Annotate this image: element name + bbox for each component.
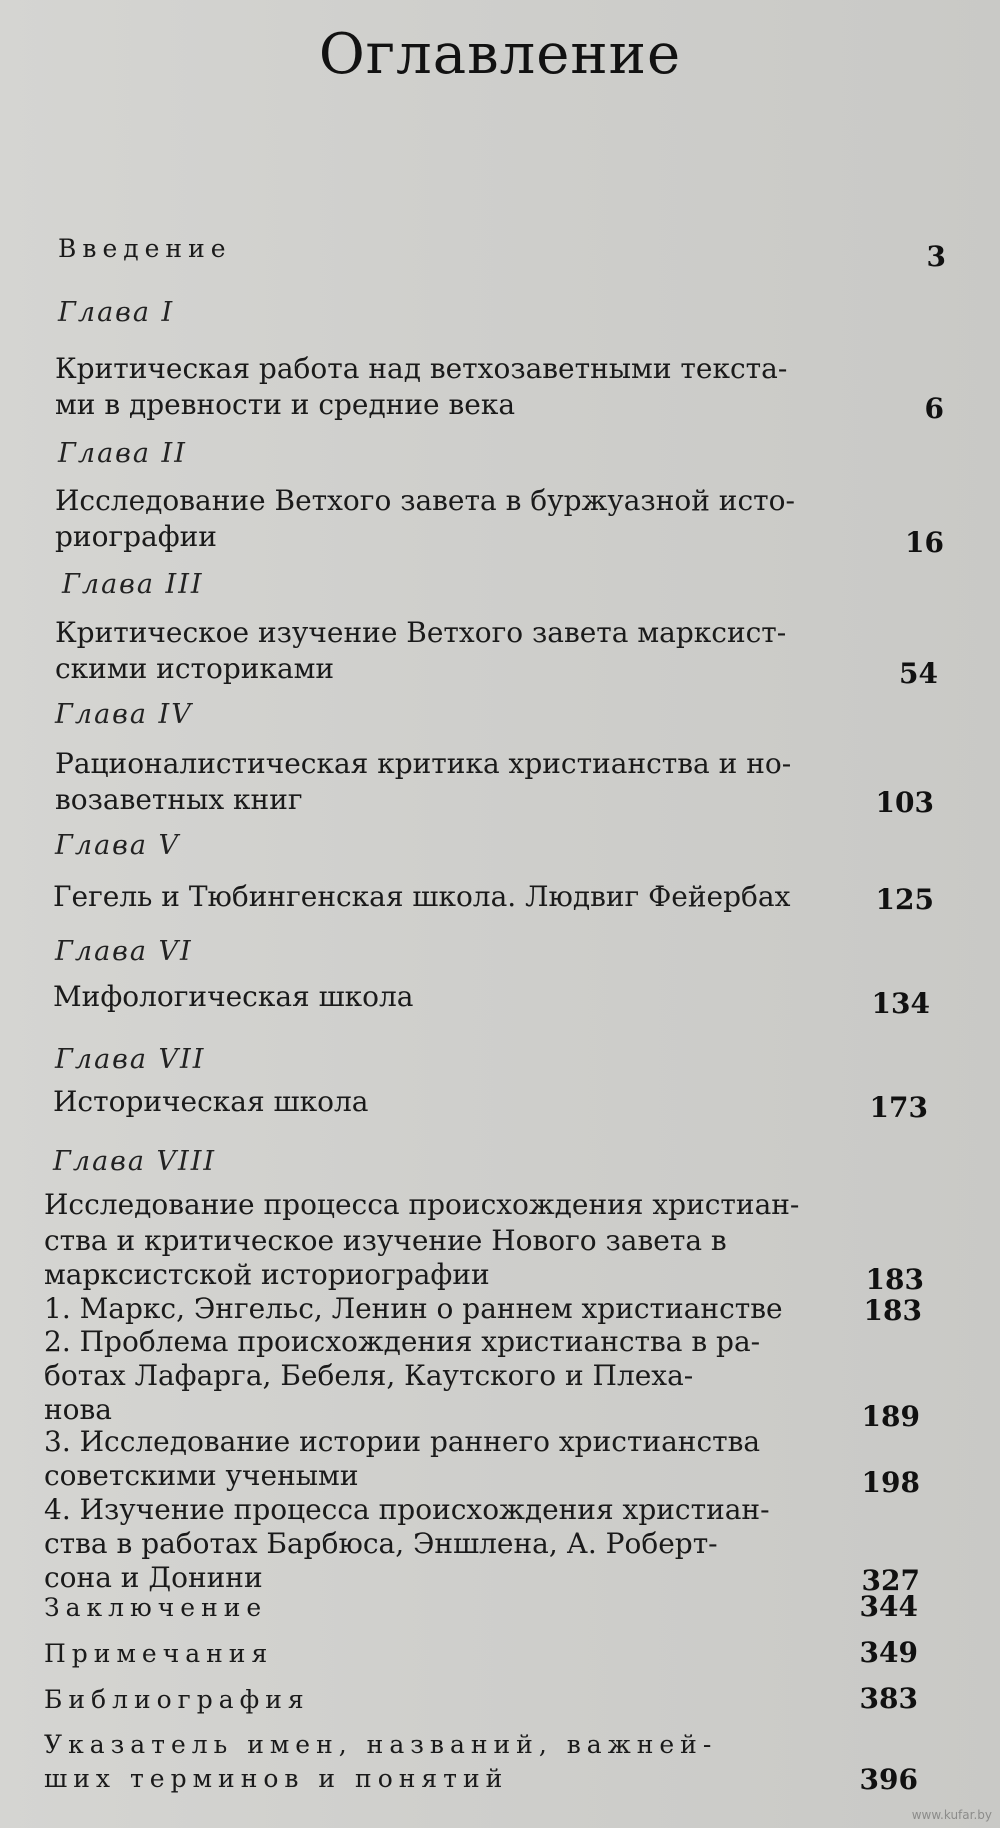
section-4-page: 327 (861, 1564, 920, 1597)
chapter-6-heading: Глава VI (55, 936, 193, 967)
chapter-4-heading: Глава IV (55, 699, 193, 730)
bibliography-page: 383 (859, 1682, 918, 1715)
chapter-5-page: 125 (875, 883, 934, 916)
chapter-2-heading: Глава II (58, 438, 187, 469)
page-title: Оглавление (318, 22, 682, 87)
chapter-4-title-line-2: возаветных книг (55, 783, 303, 816)
chapter-5-heading: Глава V (55, 830, 181, 861)
index-page: 396 (859, 1763, 918, 1796)
section-4-line-2: ства в работах Барбюса, Эншлена, А. Роберт- (44, 1527, 718, 1560)
section-3-line-2: советскими учеными (44, 1459, 359, 1492)
chapter-7-title-line-1: Историческая школа (53, 1085, 369, 1118)
section-3-page: 198 (861, 1466, 920, 1499)
chapter-4-page: 103 (875, 786, 934, 819)
chapter-2-title-line-1: Исследование Ветхого завета в буржуазной исто- (55, 484, 795, 517)
chapter-6-page: 134 (871, 987, 930, 1020)
chapter-2-title-line-2: риографии (55, 520, 217, 553)
section-4-line-3: сона и Донини (44, 1561, 263, 1594)
chapter-3-title-line-1: Критическое изучение Ветхого завета марксист- (55, 616, 787, 649)
section-2-page: 189 (861, 1400, 920, 1433)
section-1-line-1: 1. Маркс, Энгельс, Ленин о раннем христианстве (44, 1292, 783, 1325)
conclusion-page: 344 (859, 1590, 918, 1623)
chapter-3-title-line-2: скими историками (55, 652, 335, 685)
chapter-7-page: 173 (869, 1091, 928, 1124)
chapter-8-title-line-1: Исследование процесса происхождения христиан- (44, 1188, 800, 1221)
section-2-line-1: 2. Проблема происхождения христианства в ра- (44, 1325, 761, 1358)
chapter-8-page: 183 (865, 1263, 924, 1296)
chapter-1-page: 6 (924, 392, 944, 425)
chapter-6-title-line-1: Мифологическая школа (53, 980, 414, 1013)
section-3-line-1: 3. Исследование истории раннего христианства (44, 1425, 761, 1458)
index-line-2: ших терминов и понятий (44, 1764, 509, 1793)
index-line-1: Указатель имен, названий, важней- (44, 1730, 718, 1759)
chapter-7-heading: Глава VII (55, 1044, 206, 1075)
section-1-page: 183 (863, 1294, 922, 1327)
chapter-3-page: 54 (899, 657, 938, 690)
chapter-1-title-line-2: ми в древности и средние века (55, 388, 516, 421)
chapter-5-title-line-1: Гегель и Тюбингенская школа. Людвиг Фейербах (53, 880, 791, 913)
introduction-page: 3 (926, 240, 946, 273)
chapter-4-title-line-1: Рационалистическая критика христианства и но- (55, 747, 792, 780)
section-2-line-2: ботах Лафарга, Бебеля, Каутского и Плеха- (44, 1359, 694, 1392)
notes-label: Примечания (44, 1639, 274, 1668)
chapter-1-title-line-1: Критическая работа над ветхозаветными текста- (55, 352, 788, 385)
chapter-8-title-line-2: ства и критическое изучение Нового завета в (44, 1224, 727, 1257)
watermark-text: www.kufar.by (911, 1808, 992, 1822)
conclusion-label: Заключение (44, 1593, 268, 1622)
section-4-line-1: 4. Изучение процесса происхождения христиан- (44, 1493, 770, 1526)
section-2-line-3: нова (44, 1393, 112, 1426)
notes-page: 349 (859, 1636, 918, 1669)
chapter-3-heading: Глава III (62, 569, 204, 600)
chapter-1-heading: Глава I (58, 297, 175, 328)
bibliography-label: Библиография (44, 1685, 310, 1714)
introduction-label: Введение (58, 234, 232, 263)
chapter-8-title-line-3: марксистской историографии (44, 1258, 490, 1291)
chapter-2-page: 16 (905, 526, 944, 559)
chapter-8-heading: Глава VIII (53, 1146, 217, 1177)
